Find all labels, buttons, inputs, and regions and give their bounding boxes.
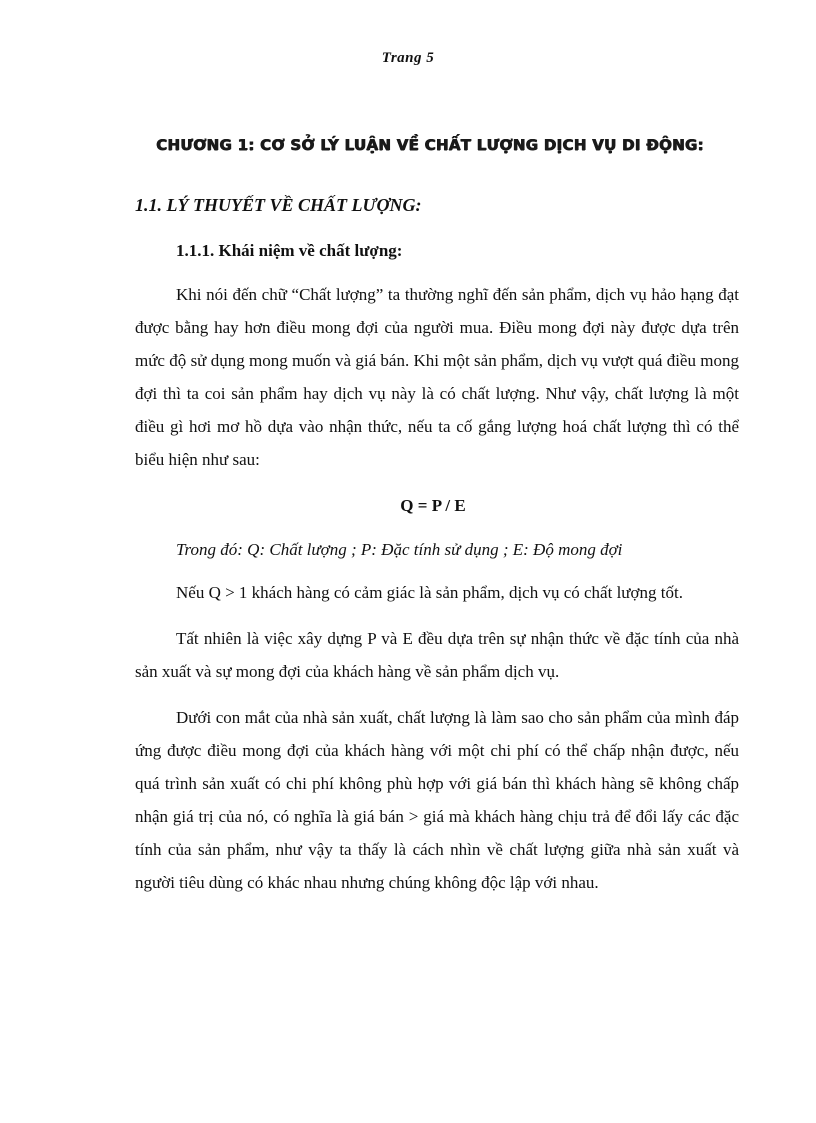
quality-formula: Q = P / E xyxy=(400,496,466,515)
formula-legend: Trong đó: Q: Chất lượng ; P: Đặc tính sử dụng ; E: Độ mong đợi xyxy=(176,540,623,559)
subsection-title: 1.1.1. Khái niệm về chất lượng: xyxy=(176,241,403,260)
paragraph-p-and-e: Tất nhiên là việc xây dựng P và E đều dựa trên sự nhận thức về đặc tính của nhà sản xuất và sự mong đợi của khách hàng về sản phẩm dịch vụ. xyxy=(135,629,739,681)
paragraph-quality-definition: Khi nói đến chữ “Chất lượng” ta thường nghĩ đến sản phẩm, dịch vụ hảo hạng đạt được bằng hay hơn điều mong đợi của người mua. Điều mong đợi này được dựa trên mức độ sử dụng mong muốn và giá bán. Khi một sản phẩm, dịch vụ vượt quá điều mong đợi thì ta coi sản phẩm hay dịch vụ này là có chất lượng. Như vậy, chất lượng là một điều gì hơi mơ hồ dựa vào nhận thức, nếu ta cố gắng lượng hoá chất lượng thì có thể biểu hiện như sau: xyxy=(135,285,739,469)
chapter-title: CHƯƠNG 1: CƠ SỞ LÝ LUẬN VỀ CHẤT LƯỢNG DỊCH VỤ DI ĐỘNG: xyxy=(156,136,704,154)
paragraph-q-greater-than-one: Nếu Q > 1 khách hàng có cảm giác là sản phẩm, dịch vụ có chất lượng tốt. xyxy=(176,583,683,602)
page-header: Trang 5 xyxy=(381,50,435,66)
paragraph-producer-view: Dưới con mắt của nhà sản xuất, chất lượng là làm sao cho sản phẩm của mình đáp ứng được điều mong đợi của khách hàng với một chi phí có thể chấp nhận được, nếu quá trình sản xuất có chi phí không phù hợp với giá bán thì khách hàng sẽ không chấp nhận giá trị của nó, có nghĩa là giá bán > giá mà khách hàng chịu trả để đổi lấy các đặc tính của sản phẩm, như vậy ta thấy là cách nhìn về chất lượng giữa nhà sản xuất và người tiêu dùng có khác nhau nhưng chúng không độc lập với nhau. xyxy=(135,708,739,892)
section-title: 1.1. LÝ THUYẾT VỀ CHẤT LƯỢNG: xyxy=(135,195,422,215)
